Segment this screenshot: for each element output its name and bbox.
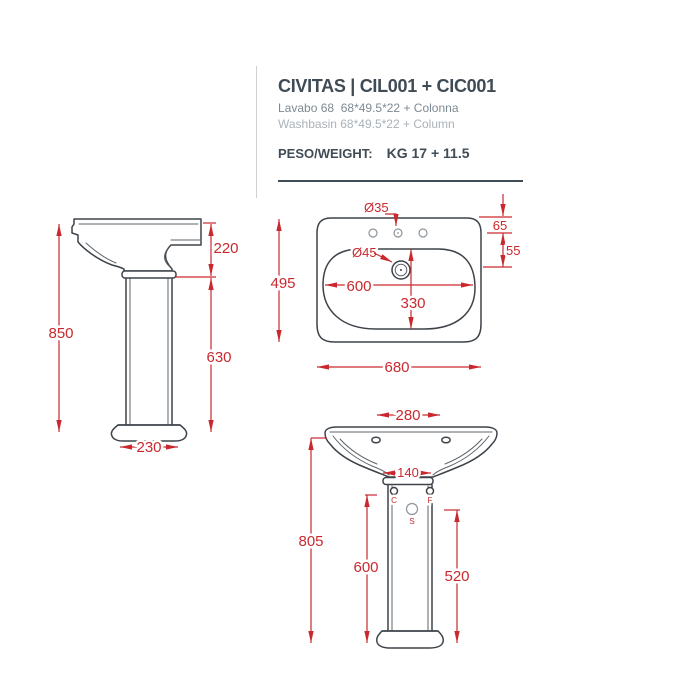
top-view-faucet-hole-right (419, 229, 427, 237)
dim-330: 330 (400, 295, 426, 312)
top-view-faucet-hole-left (369, 229, 377, 237)
top-view-drawing (270, 194, 520, 376)
dim-495: 495 (270, 275, 296, 292)
dim-850: 850 (48, 325, 74, 342)
side-view-collar (122, 271, 176, 278)
front-view-drain-hole (407, 504, 418, 515)
dim-230: 230 (136, 439, 162, 456)
front-view-cold-hole (427, 488, 434, 495)
dim-55: 55 (506, 243, 521, 258)
front-view-base (377, 631, 444, 648)
top-view-faucet-hole-center-dot (397, 232, 399, 234)
dim-805: 805 (298, 533, 324, 550)
dim-520: 520 (444, 568, 470, 585)
weight-label: PESO/WEIGHT: (278, 146, 373, 161)
dim-140: 140 (397, 465, 419, 480)
label-hot-C: C (391, 496, 397, 505)
top-view-dimensions (270, 194, 520, 376)
dim-630: 630 (206, 349, 232, 366)
subtitle-english: Washbasin 68*49.5*22 + Column (278, 117, 455, 131)
front-view-hot-hole (391, 488, 398, 495)
dim-diam35: Ø35 (364, 200, 389, 215)
subtitle-italian: Lavabo 68 68*49.5*22 + Colonna (278, 101, 459, 115)
dim-65: 65 (492, 218, 508, 233)
weight-value: KG 17 + 11.5 (386, 145, 470, 161)
product-title: CIVITAS | CIL001 + CIC001 (278, 76, 496, 96)
side-view-drawing (48, 219, 238, 456)
dim-280: 280 (395, 407, 421, 424)
dim-600: 600 (346, 278, 372, 295)
dim-diam45: Ø45 (352, 245, 377, 260)
dim-680: 680 (384, 359, 410, 376)
dim-600f: 600 (353, 559, 379, 576)
front-view-drawing (298, 407, 497, 648)
label-drain-S: S (409, 517, 415, 526)
top-view-drain-dot (400, 269, 402, 271)
label-cold-F: F (427, 496, 433, 505)
dim-220: 220 (213, 240, 239, 257)
side-view-basin-outline (72, 219, 201, 271)
